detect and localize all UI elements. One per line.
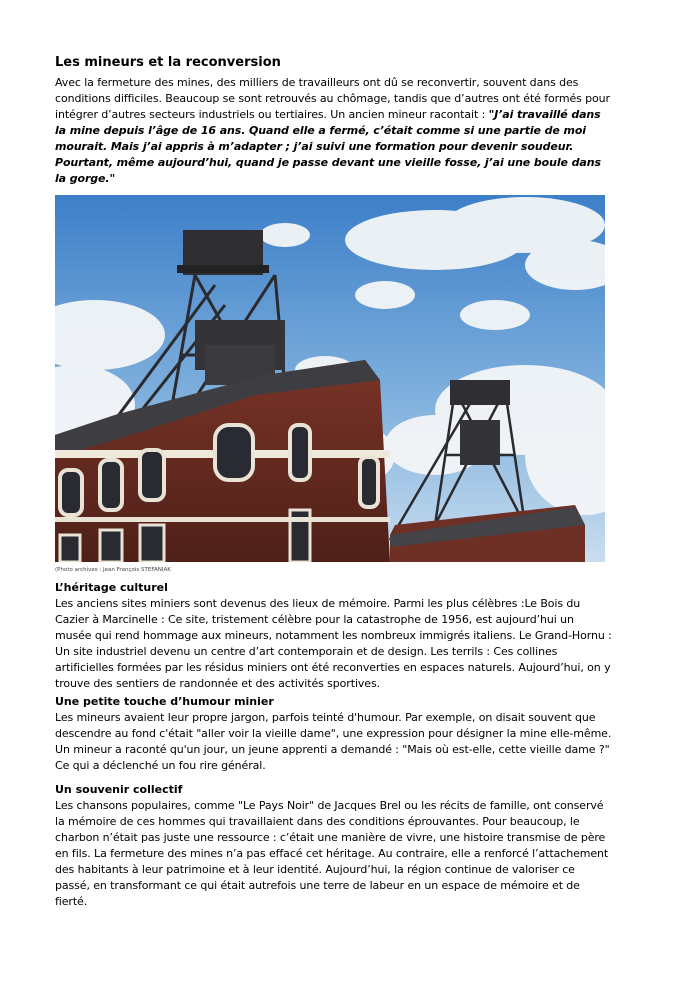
- section-heading-heritage: L’héritage culturel: [55, 581, 168, 594]
- intro-paragraph: [55, 75, 612, 187]
- photo-caption: (Photo archives : Jean François STEFANIAK: [55, 567, 171, 573]
- mine-headframe-photo: [55, 195, 605, 562]
- intro-text: Avec la fermeture des mines, des milliers de travailleurs ont dû se reconvertir, souvent dans des conditions difficiles. Beaucoup se sont retrouvés au chômage, tandis que d’autres ont été formés pour intégrer d’autres secteurs industriels ou tertiaires. Un ancien mineur racontait :: [55, 76, 610, 121]
- section-text-humor: Les mineurs avaient leur propre jargon, parfois teinté d'humour. Par exemple, on disait souvent que descendre au fond c'était "aller voir la vieille dame", une expression pour désigner la mine elle-même. Un mineur a raconté qu'un jour, un jeune apprenti a demandé : "Mais où est-elle, cette vieille dame ?" Ce qui a déclenché un fou rire général.: [55, 711, 612, 772]
- page-title: Les mineurs et la reconversion: [55, 55, 281, 70]
- section-heading-memory: Un souvenir collectif: [55, 783, 183, 796]
- section-heading-humor: Une petite touche d’humour minier: [55, 695, 274, 708]
- document-page: [55, 55, 612, 910]
- section-text-memory: Les chansons populaires, comme "Le Pays Noir" de Jacques Brel ou les récits de famille, ont conservé la mémoire de ces hommes qui travaillaient dans des conditions éprouvantes. Pour beaucoup, le charbon n’était pas juste une ressource : c’était une manière de vivre, une histoire transmise de père en fils. La fermeture des mines n’a pas effacé cet héritage. Au contraire, elle a renforcé l’attachement des habitants à leur patrimoine et à leur identité. Aujourd’hui, la région continue de valoriser ce passé, en transformant ce qui était autrefois une terre de labeur en un espace de mémoire et de fierté.: [55, 799, 609, 908]
- miner-quote: "J’ai travaillé dans la mine depuis l’âge de 16 ans. Quand elle a fermé, c’était comme si une partie de moi mourait. Mais j’ai appris à m’adapter ; j’ai suivi une formation pour devenir soudeur. Pourtant, même aujourd’hui, quand je passe devant une vieille fosse, j’ai une boule dans la gorge.": [55, 108, 601, 185]
- section-text-heritage: Les anciens sites miniers sont devenus des lieux de mémoire. Parmi les plus célèbres :Le Bois du Cazier à Marcinelle : Ce site, tristement célèbre pour la catastrophe de 1956, est aujourd’hui un musée qui rend hommage aux mineurs, notamment les nombreux immigrés italiens. Le Grand-Hornu : Un site industriel devenu un centre d’art contemporain et de design. Les terrils : Ces collines artificielles formées par les résidus miniers ont été reconverties en espaces naturels. Aujourd’hui, on y trouve des sentiers de randonnée et des activités sportives.: [55, 597, 612, 690]
